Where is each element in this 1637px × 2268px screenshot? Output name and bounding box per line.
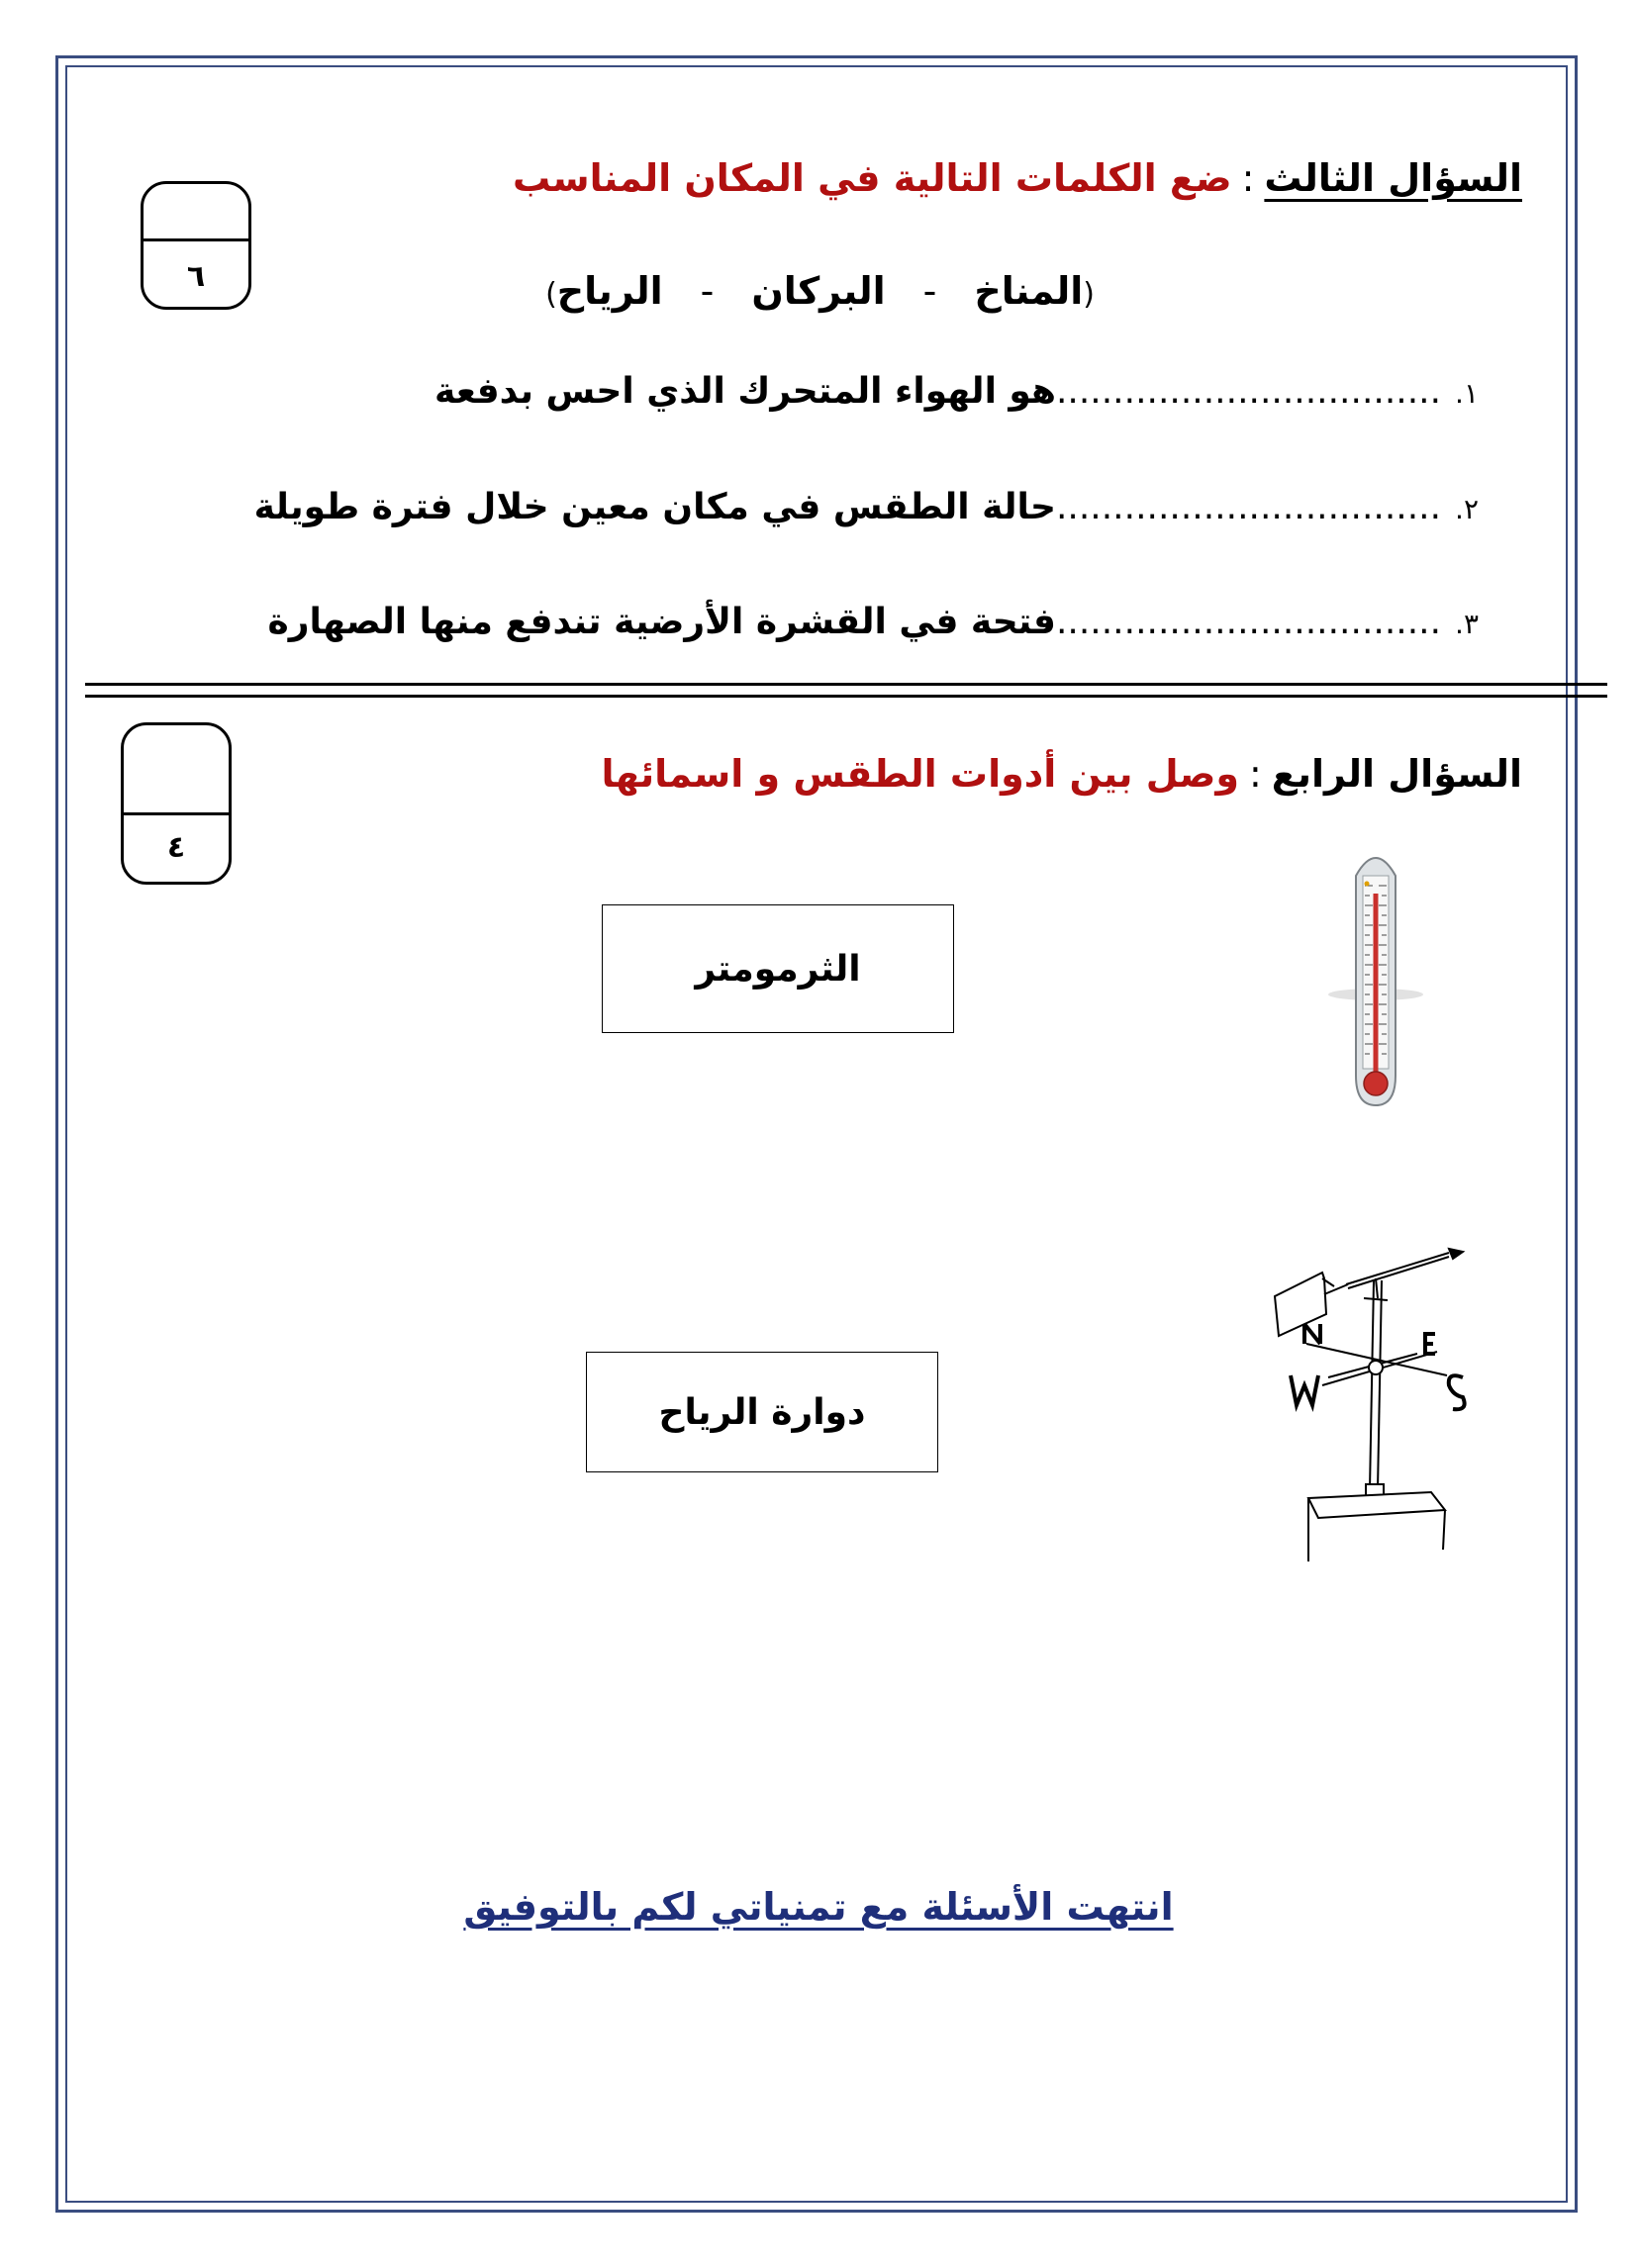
q3-separator: : (1241, 156, 1255, 200)
q3-word-bank: (المناخ-البركان-الرياح) (545, 269, 1095, 313)
closing-message: انتهت الأسئلة مع تمنياتي لكم بالتوفيق (463, 1885, 1174, 1929)
q3-label: السؤال الثالث (1264, 156, 1522, 200)
q3-item-3 (267, 602, 1479, 642)
option-wind-vane[interactable]: دوارة الرياح (586, 1352, 938, 1472)
word-bank-item: المناخ (974, 269, 1084, 313)
option-thermometer[interactable]: الثرمومتر (602, 904, 954, 1033)
q3-item-1 (434, 371, 1479, 412)
q3-item-2 (254, 487, 1479, 527)
q4-heading (601, 752, 1522, 796)
q4-score-box (121, 722, 232, 885)
answer-blank[interactable]: .................................. (1055, 602, 1442, 642)
thermometer-image[interactable] (1326, 846, 1425, 1113)
word-bank-item: الرياح (556, 269, 663, 313)
answer-blank[interactable]: .................................. (1055, 371, 1442, 412)
item-text: هو الهواء المتحرك الذي احس بدفعة (433, 371, 1056, 412)
item-text: فتحة في القشرة الأرضية تندفع منها الصهارة (267, 602, 1056, 642)
q4-separator: : (1248, 752, 1262, 796)
q3-score-box (141, 181, 251, 310)
q3-score: ٦ (186, 259, 206, 294)
item-number: ١. (1455, 377, 1479, 410)
q3-instruction: ضع الكلمات التالية في المكان المناسب (512, 156, 1232, 200)
q3-heading (513, 156, 1522, 200)
item-number: ٣. (1455, 608, 1479, 640)
section-divider-bottom (85, 695, 1607, 698)
section-divider-top (85, 683, 1607, 686)
word-bank-item: البركان (751, 269, 886, 313)
item-number: ٢. (1455, 493, 1479, 525)
item-text: حالة الطقس في مكان معين خلال فترة طويلة (253, 487, 1056, 527)
q4-label: السؤال الرابع (1271, 752, 1522, 796)
q4-instruction: وصل بين أدوات الطقس و اسمائها (601, 752, 1239, 796)
answer-blank[interactable]: .................................. (1055, 487, 1442, 527)
q4-score: ٤ (166, 830, 186, 865)
wind-vane-image[interactable] (1269, 1237, 1506, 1563)
